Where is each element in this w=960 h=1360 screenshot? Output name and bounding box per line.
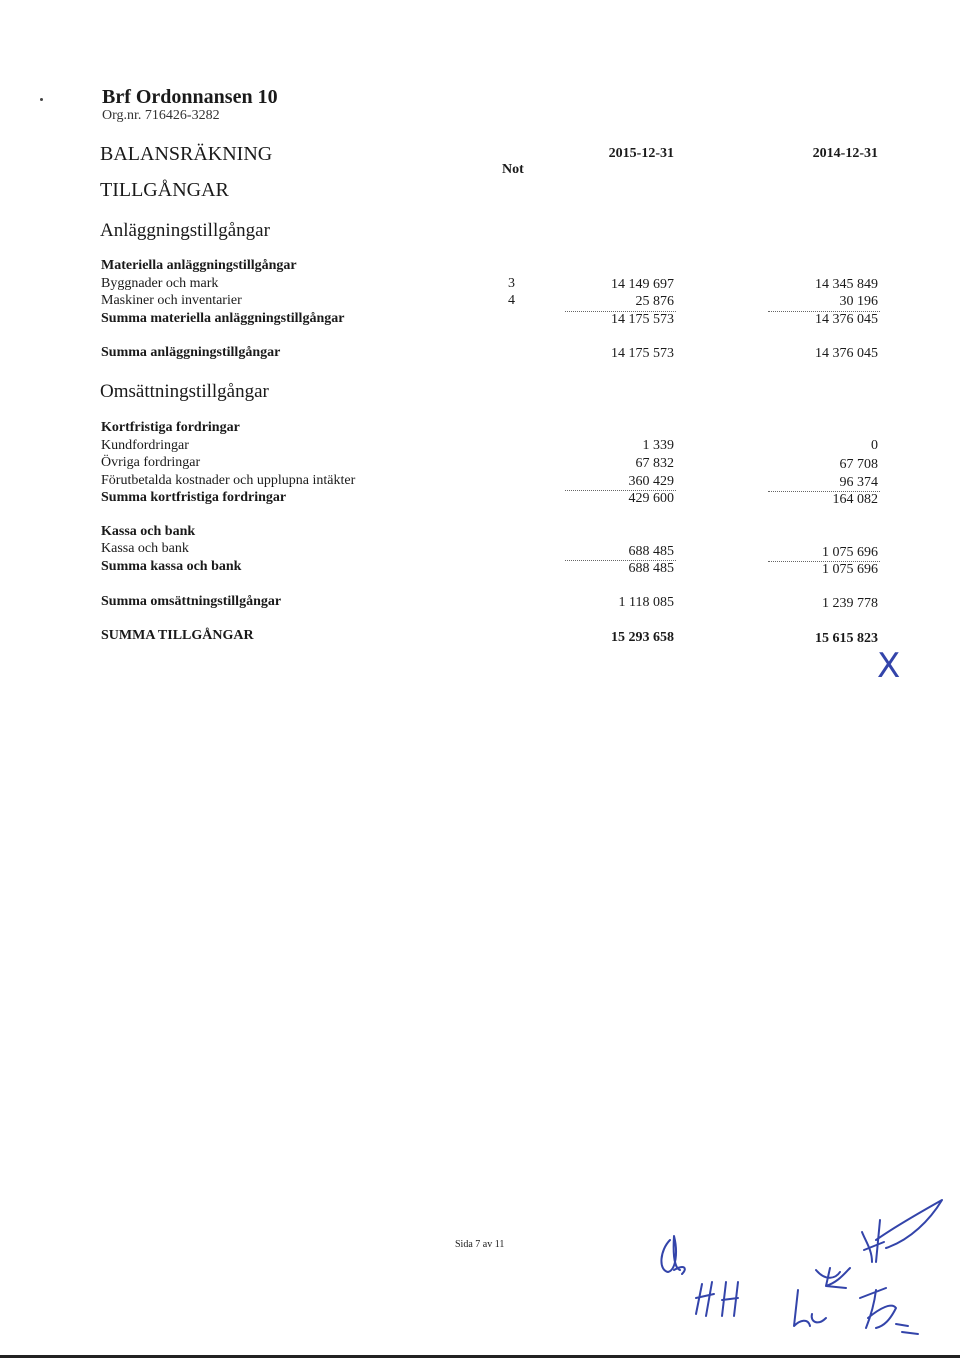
value-2014: 0 <box>871 438 878 453</box>
scan-speck <box>40 98 43 101</box>
statement-subtitle: TILLGÅNGAR <box>100 179 229 201</box>
scan-edge-line <box>0 1355 960 1358</box>
value-2014: 96 374 <box>839 475 878 490</box>
row-label: Kassa och bank <box>101 541 189 556</box>
sum-2014: 14 376 045 <box>815 346 878 361</box>
sum-label: Summa materiella anläggningstillgångar <box>101 311 345 326</box>
section-heading-anlaggning: Anläggningstillgångar <box>100 220 270 241</box>
handwritten-check-mark: X <box>877 646 901 686</box>
value-2015: 688 485 <box>628 544 674 559</box>
note-column-header: Not <box>502 162 524 177</box>
row-label: Kundfordringar <box>101 438 189 453</box>
sum-2015: 688 485 <box>628 561 674 576</box>
sum-2014: 14 376 045 <box>815 312 878 327</box>
sum-2014: 1 239 778 <box>822 596 878 611</box>
row-label: Förutbetalda kostnader och upplupna intäkter <box>101 473 356 488</box>
statement-title: BALANSRÄKNING <box>100 143 273 165</box>
value-2015: 25 876 <box>635 294 674 309</box>
row-note: 4 <box>508 293 515 308</box>
row-label: Övriga fordringar <box>101 455 201 470</box>
value-2014: 14 345 849 <box>815 277 878 292</box>
company-name: Brf Ordonnansen 10 <box>102 86 278 108</box>
sum-label: Summa anläggningstillgångar <box>101 345 281 360</box>
value-2015: 360 429 <box>628 474 674 489</box>
value-2014: 30 196 <box>839 294 878 309</box>
org-number: Org.nr. 716426-3282 <box>102 108 220 123</box>
value-2015: 67 832 <box>635 456 674 471</box>
sum-2015: 14 175 573 <box>611 312 674 327</box>
sum-label: Summa omsättningstillgångar <box>101 594 282 609</box>
sum-2015: 1 118 085 <box>618 595 674 610</box>
value-2014: 1 075 696 <box>822 545 878 560</box>
row-note: 3 <box>508 276 515 291</box>
sum-2015: 14 175 573 <box>611 346 674 361</box>
sum-2015: 429 600 <box>628 491 674 506</box>
section-heading-omsattning: Omsättningstillgångar <box>100 381 269 402</box>
total-2014: 15 615 823 <box>815 631 878 646</box>
value-2015: 1 339 <box>642 438 674 453</box>
row-label: Byggnader och mark <box>101 276 219 291</box>
sum-2014: 164 082 <box>832 492 878 507</box>
value-2015: 14 149 697 <box>611 277 674 292</box>
sum-label: Summa kassa och bank <box>101 559 242 574</box>
page-number: Sida 7 av 11 <box>455 1239 505 1250</box>
subsection-heading-kortfristiga: Kortfristiga fordringar <box>101 420 240 435</box>
sum-2014: 1 075 696 <box>822 562 878 577</box>
subsection-heading-kassa: Kassa och bank <box>101 524 196 539</box>
subsection-heading-materiella: Materiella anläggningstillgångar <box>101 258 297 273</box>
row-label: Maskiner och inventarier <box>101 293 242 308</box>
value-2014: 67 708 <box>839 457 878 472</box>
total-2015: 15 293 658 <box>611 630 674 645</box>
col-2014-header: 2014-12-31 <box>812 146 878 161</box>
total-label: SUMMA TILLGÅNGAR <box>101 628 254 643</box>
sum-label: Summa kortfristiga fordringar <box>101 490 287 505</box>
handwritten-initials <box>640 1190 955 1350</box>
col-2015-header: 2015-12-31 <box>608 146 674 161</box>
